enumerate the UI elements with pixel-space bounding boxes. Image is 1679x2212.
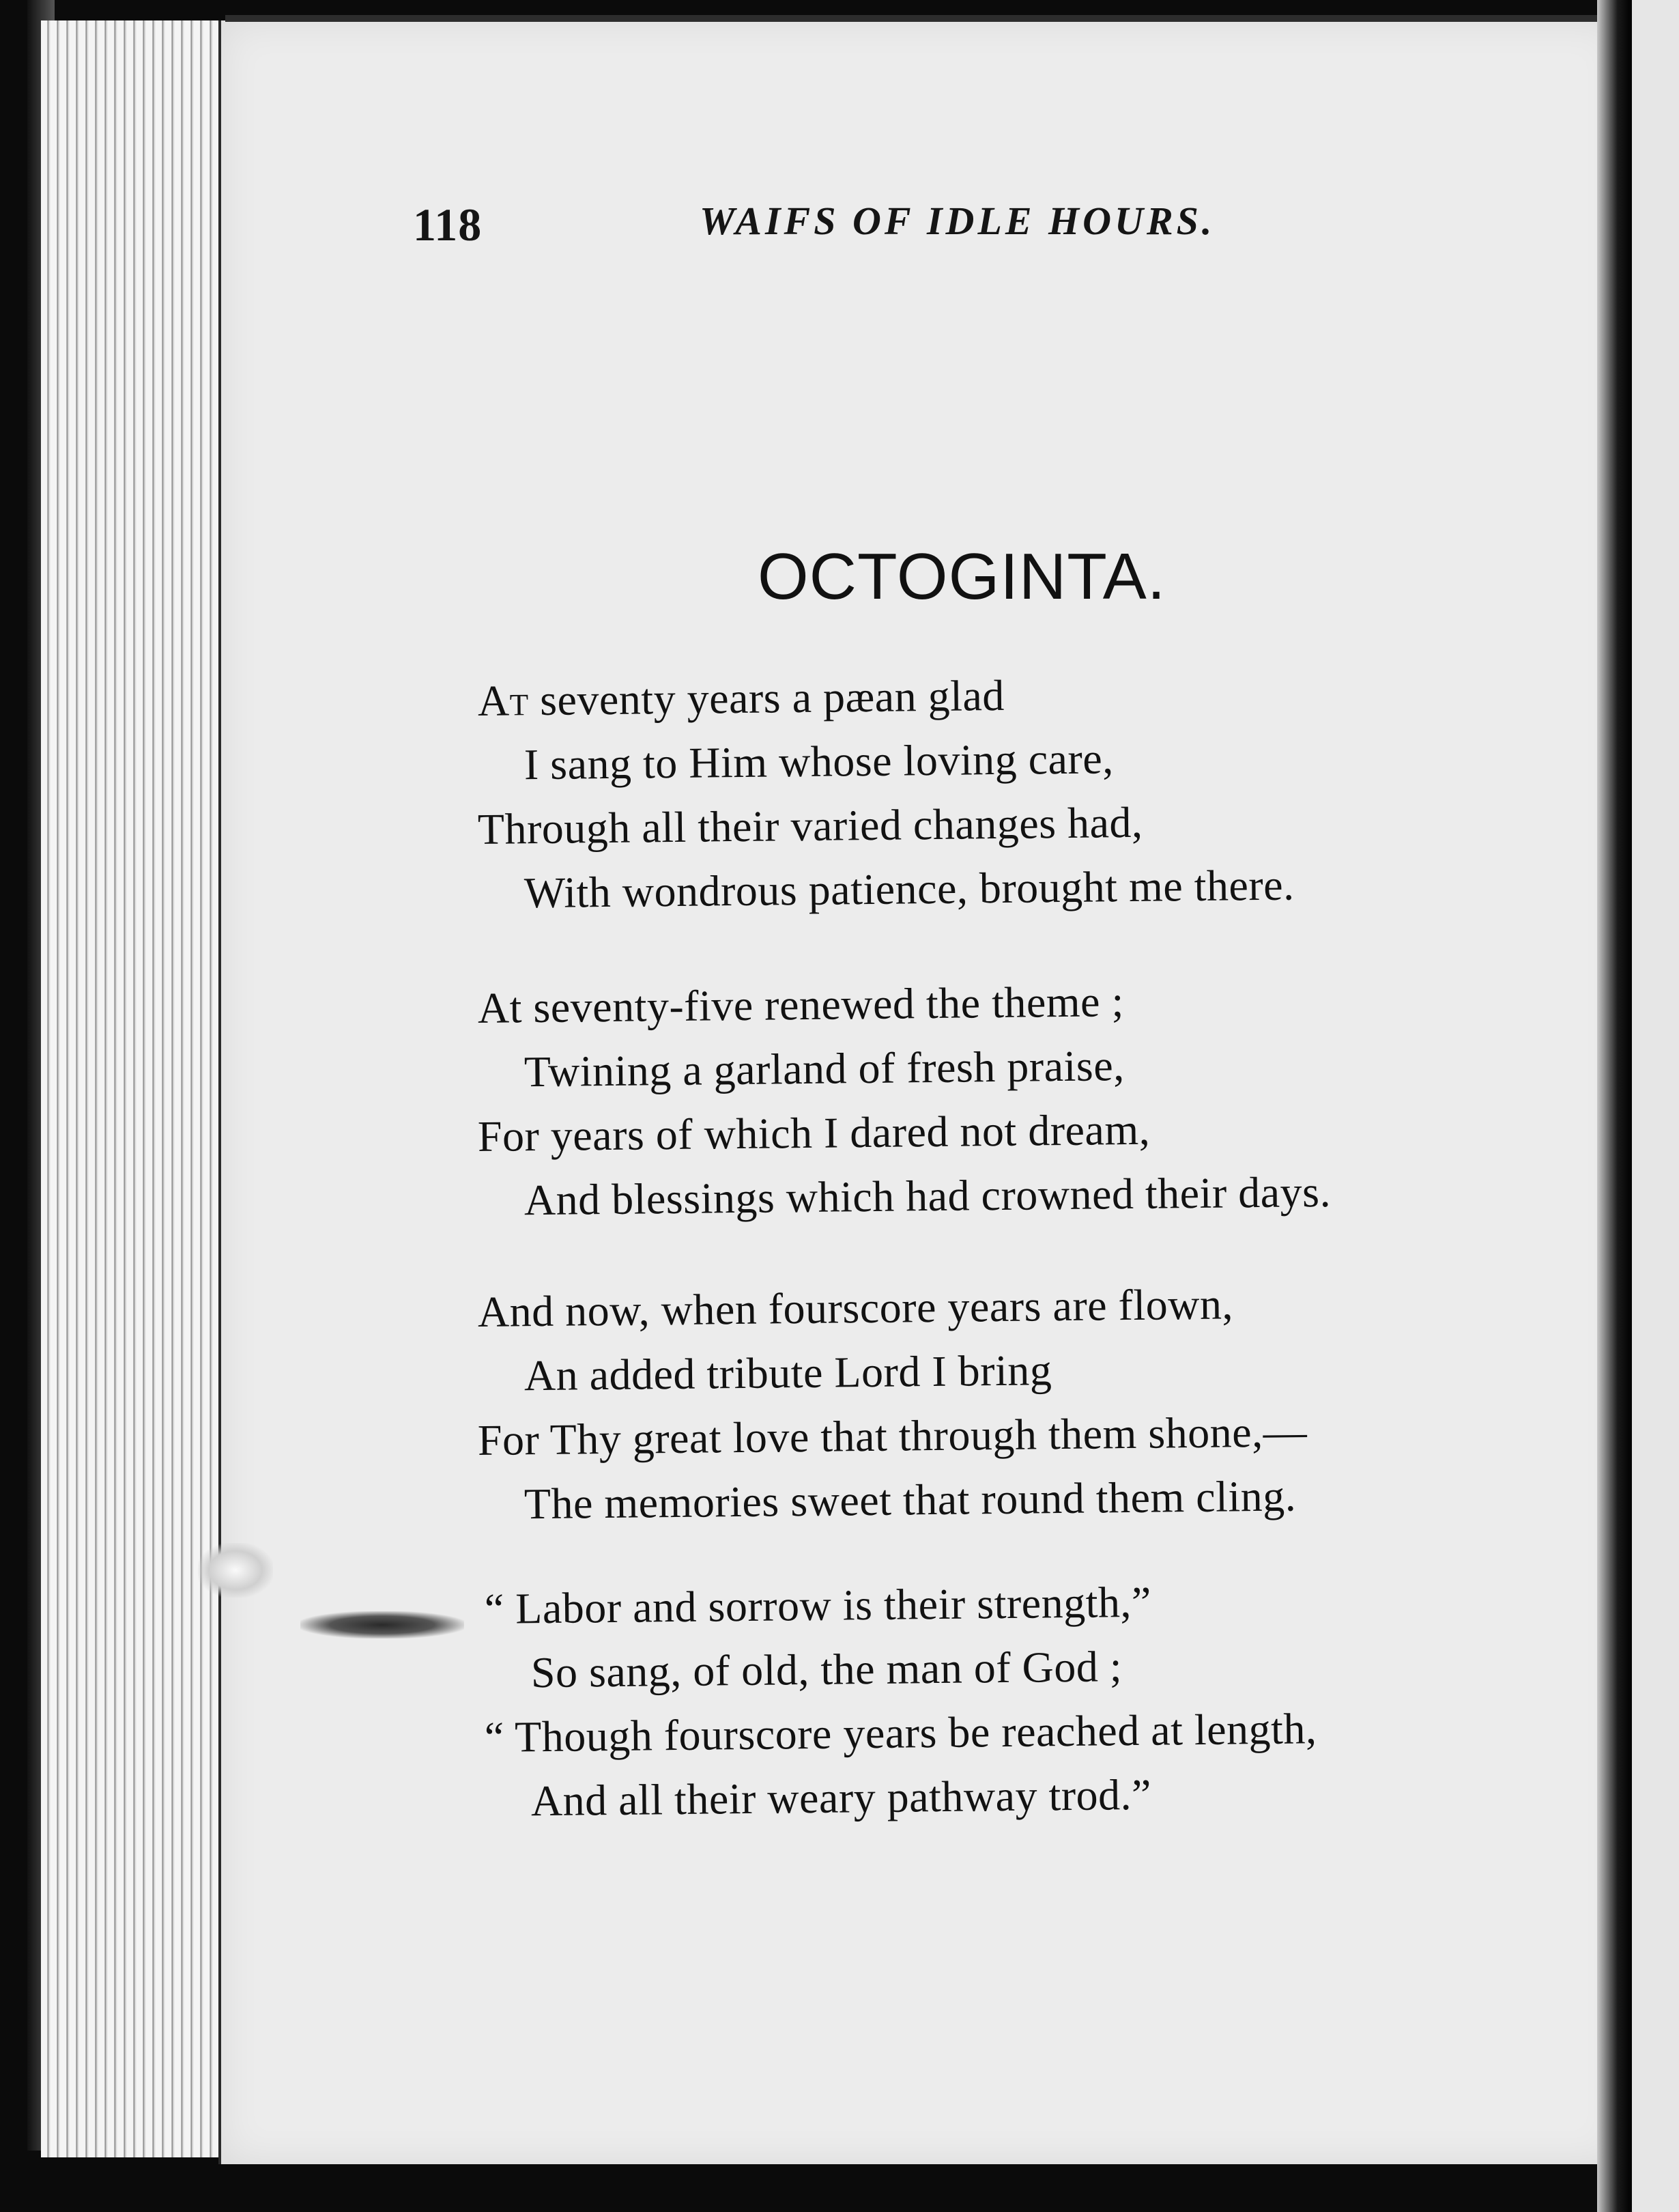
stanza-3	[477, 1279, 1570, 1544]
page-number: 118	[413, 199, 483, 251]
poem-line: For years of which I dared not dream,	[477, 1105, 1151, 1161]
poem-line: An added tribute Lord I bring	[523, 1346, 1052, 1400]
poem-line: “ Labor and sorrow is their strength,”	[484, 1577, 1152, 1633]
poem-line	[478, 664, 1570, 740]
poem-line: I sang to Him whose loving care,	[523, 734, 1115, 789]
stanza-1	[477, 670, 1570, 933]
poem-line: With wondrous patience, brought me there.	[523, 860, 1295, 918]
poem-line: Twining a garland of fresh praise,	[523, 1041, 1125, 1096]
ink-smudge	[300, 1611, 464, 1639]
running-title: WAIFS OF IDLE HOURS.	[700, 199, 1216, 243]
poem-line: And now, when fourscore years are flown,	[477, 1279, 1234, 1336]
poem-line: The memories sweet that round them cling.	[523, 1471, 1297, 1529]
drop-word: At	[477, 676, 529, 725]
stanza-2	[477, 977, 1570, 1240]
poem-line: Through all their varied changes had,	[477, 797, 1143, 853]
line-text: seventy years a pæan glad	[528, 670, 1005, 725]
poem-line: At seventy-five renewed the theme ;	[477, 977, 1125, 1032]
poem-line: And all their weary pathway trod.”	[530, 1770, 1152, 1826]
stanza-4	[484, 1577, 1577, 1841]
poem-line: For Thy great love that through them shone,—	[477, 1407, 1308, 1464]
paper-speck	[198, 1543, 273, 1598]
poem-line: “ Though fourscore years be reached at length,	[484, 1704, 1317, 1761]
poem-line: And blessings which had crowned their days.	[523, 1167, 1332, 1225]
poem-title: OCTOGINTA.	[758, 540, 1166, 613]
poem-line: So sang, of old, the man of God ;	[530, 1642, 1123, 1697]
